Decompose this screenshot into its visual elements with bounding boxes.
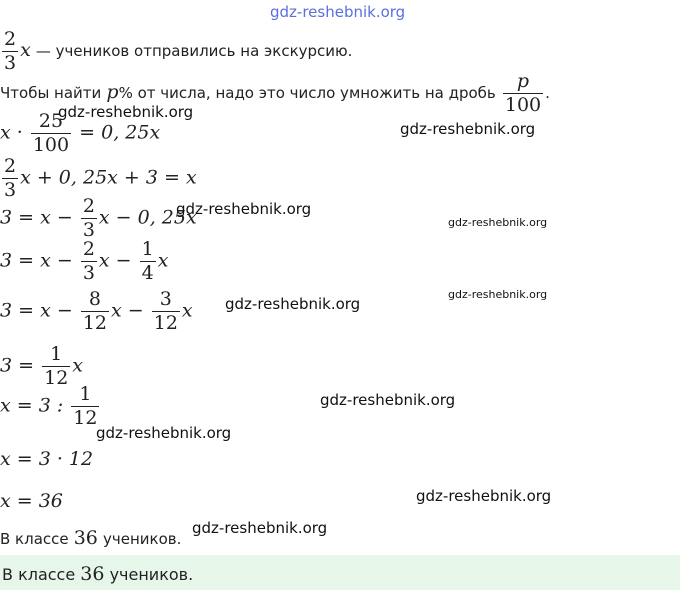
watermark: gdz-reshebnik.org bbox=[225, 295, 361, 313]
watermark-top: gdz-reshebnik.org bbox=[270, 3, 406, 21]
watermark: gdz-reshebnik.org bbox=[400, 120, 536, 138]
fraction-25-over-100: $\frac{25}{100}$ bbox=[32, 110, 70, 156]
line-1-text: — учеников отправились на экскурсию. bbox=[35, 42, 353, 60]
watermark: gdz-reshebnik.org bbox=[448, 288, 548, 301]
answer-box bbox=[0, 555, 680, 590]
line-7: 3 = x − $\frac{8}{12}$ x − $\frac{3}{12}$ x bbox=[0, 288, 193, 334]
watermark: gdz-reshebnik.org bbox=[320, 391, 456, 409]
watermark: gdz-reshebnik.org bbox=[448, 216, 548, 229]
line-4: $\frac{2}{3}$ x + 0, 25x + 3 = x bbox=[4, 155, 197, 201]
line-8: 3 = $\frac{1}{12}$ x bbox=[0, 343, 84, 389]
line-6: 3 = x − $\frac{2}{3}$ x − $\frac{1}{4}$ x bbox=[0, 238, 169, 284]
conclusion: В классе 36 учеников. bbox=[0, 527, 182, 549]
line-9: x = 3 : $\frac{1}{12}$ bbox=[0, 383, 98, 429]
watermark: gdz-reshebnik.org bbox=[96, 424, 232, 442]
fraction-p-over-100: $\frac{p}{100}$ bbox=[504, 70, 542, 116]
watermark: gdz-reshebnik.org bbox=[58, 103, 194, 121]
watermark: gdz-reshebnik.org bbox=[176, 200, 312, 218]
fraction-two-thirds: $\frac{2}{3}$ bbox=[4, 28, 17, 74]
watermark: gdz-reshebnik.org bbox=[416, 487, 552, 505]
answer-text: В классе 36 учеников. bbox=[2, 563, 194, 585]
line-10: x = 3 · 12 bbox=[0, 448, 94, 470]
line-2: Чтобы найти p% от числа, надо это число умножить на дробь $\frac{p}{100}$ . bbox=[0, 70, 550, 116]
line-11: x = 36 bbox=[0, 490, 63, 512]
line-1: $\frac{2}{3}$ x — учеников отправились на экскурсию. bbox=[4, 28, 353, 74]
watermark: gdz-reshebnik.org bbox=[192, 519, 328, 537]
line-3: x · $\frac{25}{100}$ = 0, 25x bbox=[0, 110, 161, 156]
line-5: 3 = x − $\frac{2}{3}$ x − 0, 25x bbox=[0, 195, 197, 241]
